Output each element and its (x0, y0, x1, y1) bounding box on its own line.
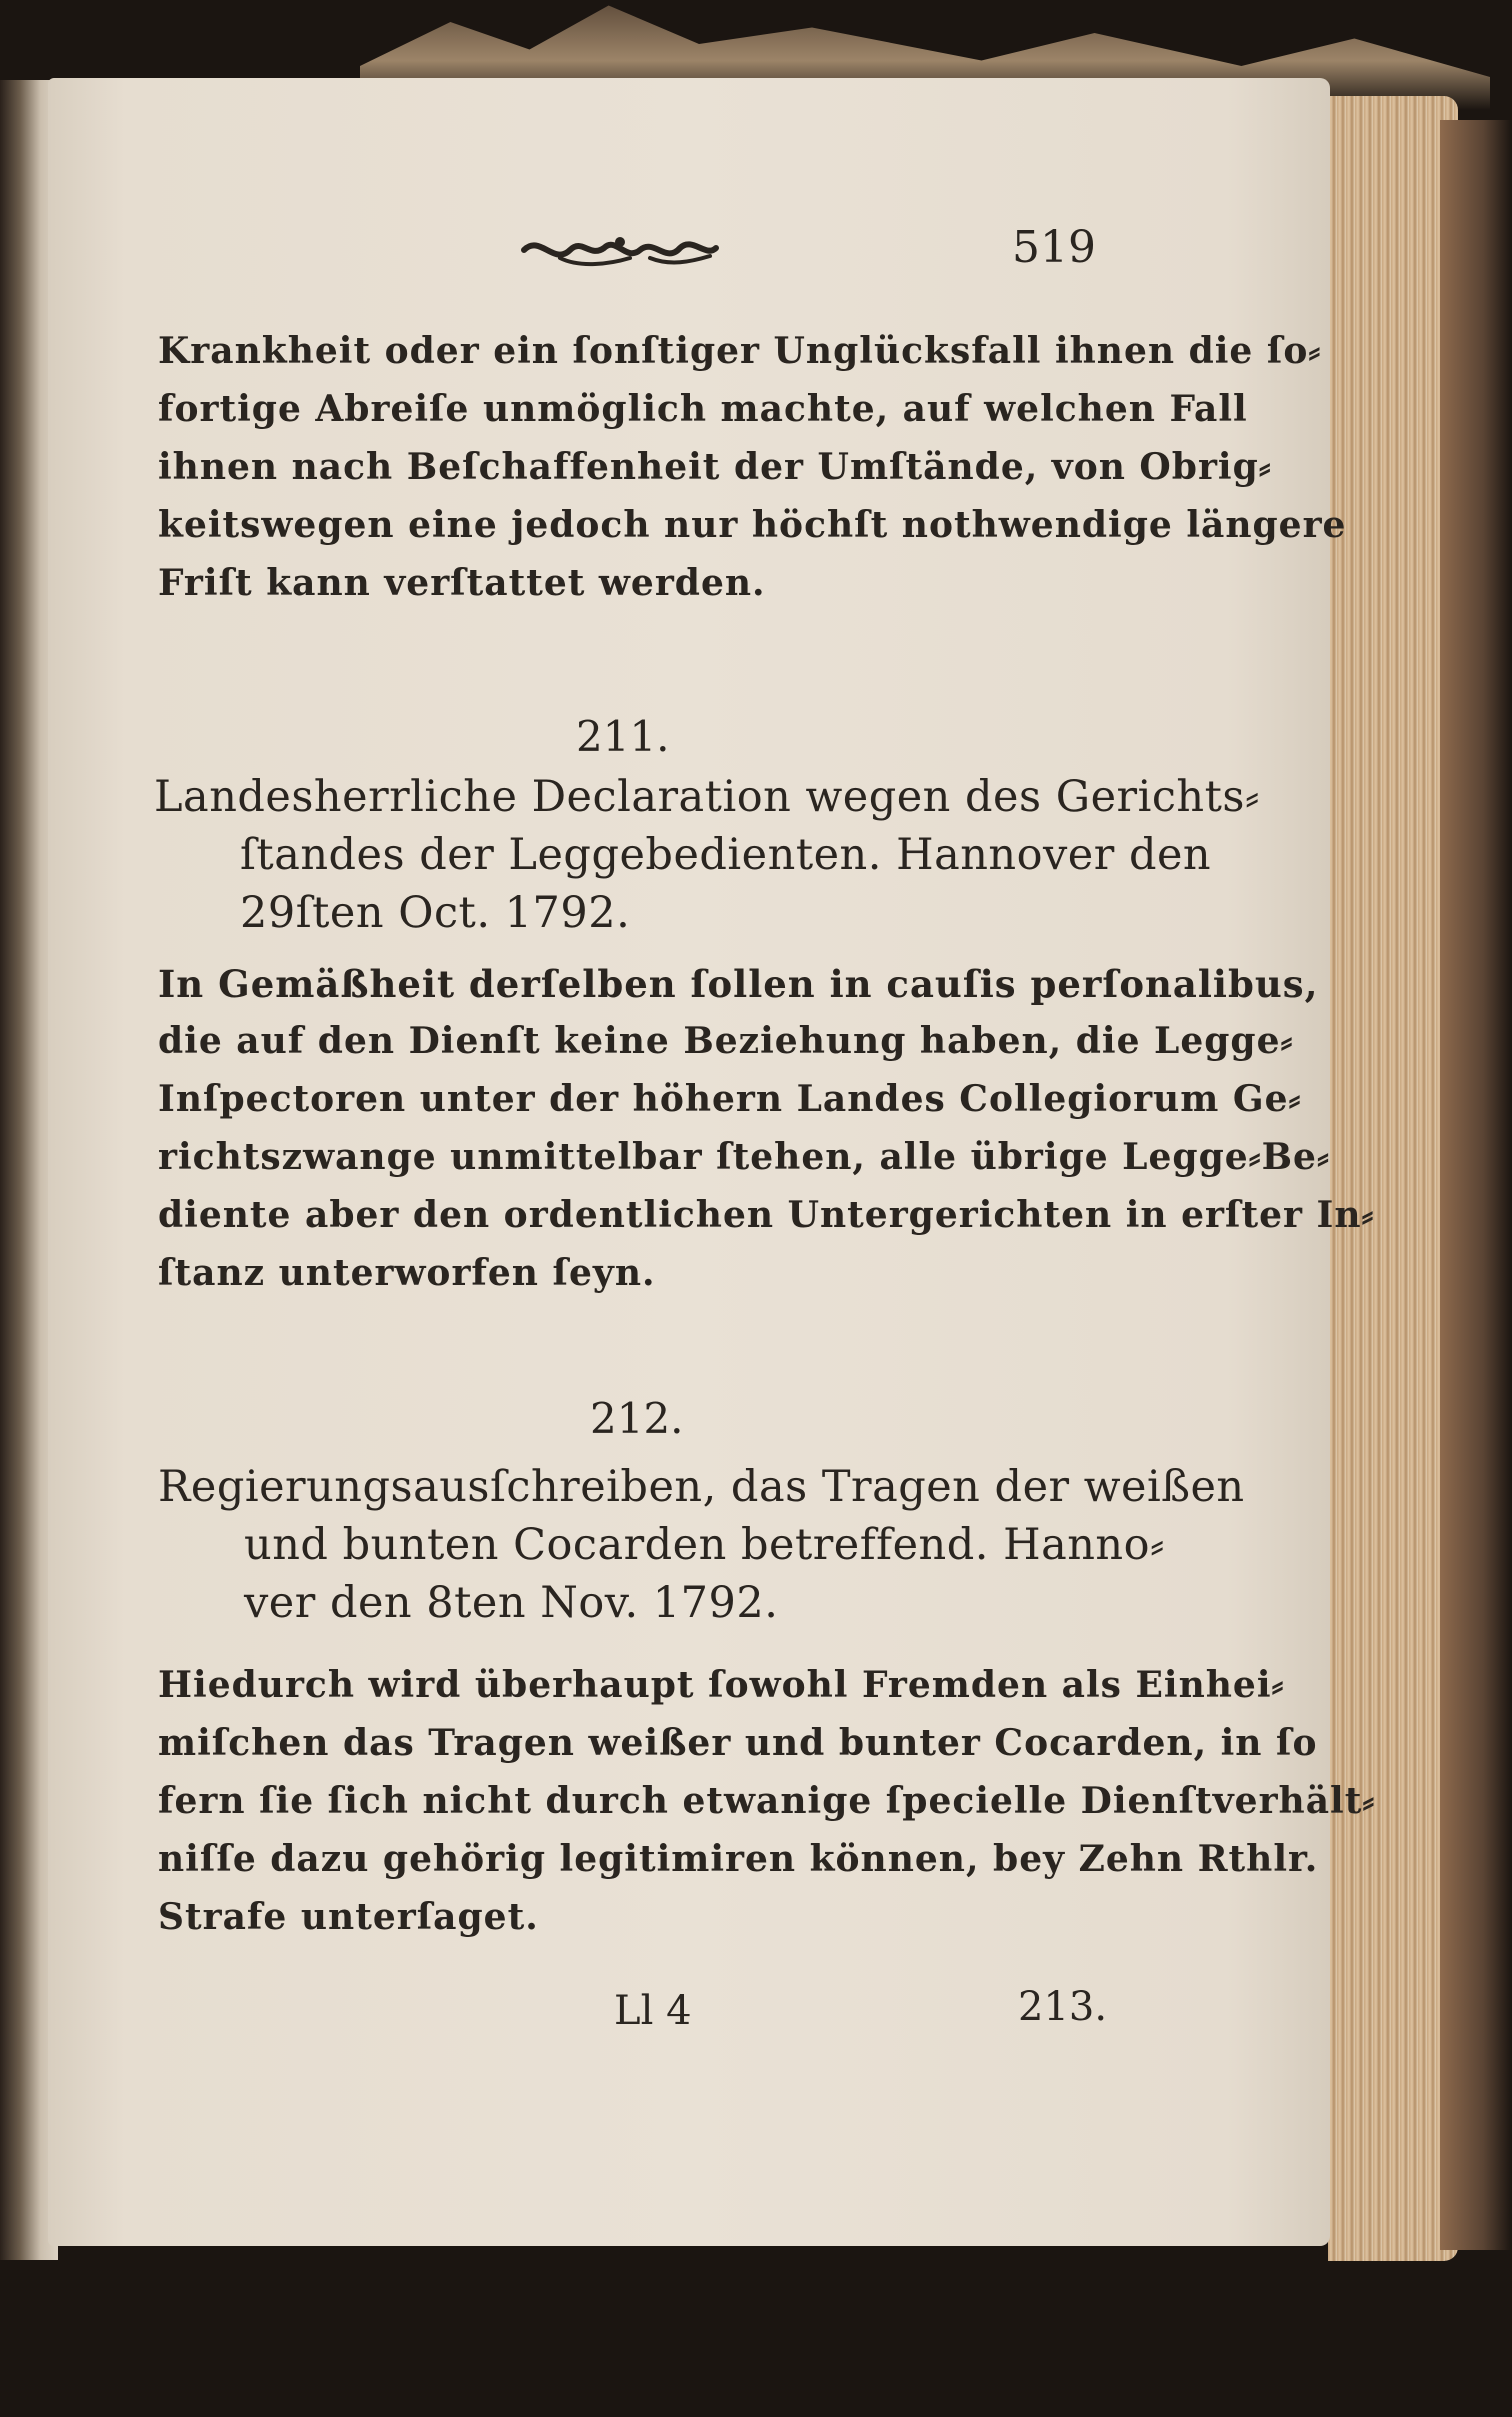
signature-mark: Ll 4 (614, 1988, 692, 2034)
section-body-line: Inſpectoren unter der höhern Landes Collegiorum Ge⸗ (158, 1078, 1302, 1120)
section-body-line: miſchen das Tragen weißer und bunter Cocarden, in ſo (158, 1722, 1318, 1764)
section-body-line: ſtanz unterworfen ſeyn. (158, 1252, 656, 1294)
page-number: 519 (1012, 222, 1096, 273)
intro-line: ihnen nach Beſchaffenheit der Umſtände, von Obrig⸗ (158, 446, 1272, 488)
cover-edge (1440, 120, 1512, 2250)
section-body-line: Strafe unterſaget. (158, 1896, 539, 1938)
section-heading-line: Landesherrliche Declaration wegen des Gerichts⸗ (154, 772, 1260, 822)
section-number: 211. (576, 712, 670, 761)
section-body-line: niſſe dazu gehörig legitimiren können, bey Zehn Rthlr. (158, 1838, 1319, 1880)
intro-line: Friſt kann verſtattet werden. (158, 562, 766, 604)
section-body-line: die auf den Dienſt keine Beziehung haben, die Legge⸗ (158, 1020, 1294, 1062)
page-edges (1328, 96, 1458, 2261)
intro-line: fortige Abreiſe unmöglich machte, auf welchen Fall (158, 388, 1248, 430)
section-number: 212. (590, 1394, 684, 1443)
ornament-flourish-icon (520, 228, 720, 272)
section-heading-line: ver den 8ten Nov. 1792. (244, 1578, 779, 1628)
section-heading-line: Regierungsausſchreiben, das Tragen der weißen (158, 1462, 1245, 1512)
section-body-line: Hiedurch wird überhaupt ſowohl Fremden als Einhei⸗ (158, 1664, 1285, 1706)
section-body-line: richtszwange unmittelbar ſtehen, alle übrige Legge⸗Be⸗ (158, 1136, 1330, 1178)
section-heading-line: und bunten Cocarden betreffend. Hanno⸗ (244, 1520, 1165, 1570)
section-body-line: diente aber den ordentlichen Untergerichten in erſter In⸗ (158, 1194, 1375, 1236)
intro-line: keitswegen eine jedoch nur höchſt nothwendige längere (158, 504, 1347, 546)
section-heading-line: 29ſten Oct. 1792. (240, 888, 631, 938)
intro-line: Krankheit oder ein ſonſtiger Unglücksfall ihnen die ſo⸗ (158, 330, 1322, 372)
section-body-line: fern ſie ſich nicht durch etwanige ſpecielle Dienſtverhält⸗ (158, 1780, 1376, 1822)
section-heading-line: ſtandes der Leggebedienten. Hannover den (240, 830, 1212, 880)
section-body-line: In Gemäßheit derſelben ſollen in cauſis perſonalibus, (158, 962, 1319, 1006)
catchword: 213. (1018, 1984, 1108, 2030)
